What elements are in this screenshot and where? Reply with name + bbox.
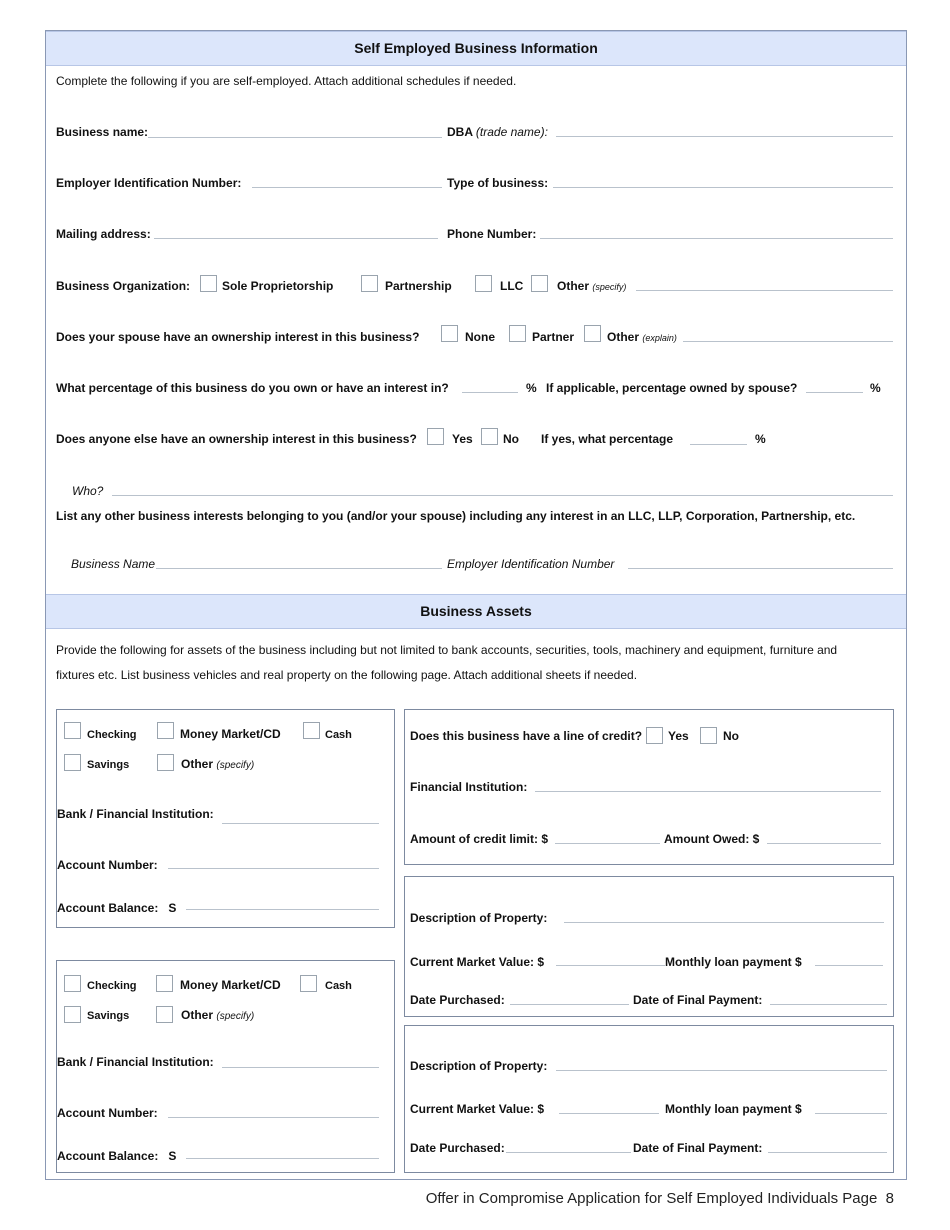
spouse-partner-label: Partner bbox=[532, 330, 575, 344]
other-ein-label: Employer Identification Number bbox=[447, 557, 615, 571]
spouse-other-checkbox[interactable] bbox=[584, 325, 601, 342]
account-number-label: Account Number: bbox=[57, 858, 158, 872]
phone-number-label: Phone Number: bbox=[447, 227, 537, 241]
credit-institution-label: Financial Institution: bbox=[410, 780, 528, 794]
llc-checkbox[interactable] bbox=[475, 275, 492, 292]
intro-text: Complete the following if you are self-employed. Attach additional schedules if needed. bbox=[56, 74, 517, 88]
business-name-label: Business name: bbox=[56, 125, 149, 139]
bank-institution-label: Bank / Financial Institution: bbox=[57, 1055, 214, 1069]
other-business-name-field[interactable] bbox=[156, 568, 442, 569]
credit-yes-checkbox[interactable] bbox=[646, 727, 663, 744]
credit-institution-field[interactable] bbox=[535, 791, 881, 792]
dba-field[interactable] bbox=[556, 136, 893, 137]
property-description-field[interactable] bbox=[556, 1070, 887, 1071]
footer-title: Offer in Compromise Application for Self Employed Individuals Page bbox=[425, 1190, 878, 1207]
ownership-percentage-question: What percentage of this business do you own or have an interest in? bbox=[56, 381, 449, 395]
bank-institution-field[interactable] bbox=[222, 823, 379, 824]
spouse-percentage-question: If applicable, percentage owned by spouse? bbox=[546, 381, 798, 395]
checking-label: Checking bbox=[87, 980, 137, 992]
other-owner-percentage-question: If yes, what percentage bbox=[541, 432, 674, 446]
page-number: 8 bbox=[885, 1190, 894, 1207]
llc-label: LLC bbox=[500, 279, 524, 293]
page-footer bbox=[426, 1190, 894, 1207]
spouse-none-checkbox[interactable] bbox=[441, 325, 458, 342]
spouse-other-field[interactable] bbox=[683, 341, 893, 342]
checking-checkbox[interactable] bbox=[64, 722, 81, 739]
market-value-label: Current Market Value: $ bbox=[410, 955, 545, 969]
partnership-checkbox[interactable] bbox=[361, 275, 378, 292]
business-org-label: Business Organization: bbox=[56, 279, 191, 293]
date-purchased-label: Date Purchased: bbox=[410, 993, 505, 1007]
other-owner-percentage-field[interactable] bbox=[690, 444, 747, 445]
other-owner-yes-label: Yes bbox=[452, 432, 473, 446]
other-business-name-label: Business Name bbox=[71, 557, 156, 571]
money-market-checkbox[interactable] bbox=[156, 975, 173, 992]
date-purchased-field[interactable] bbox=[506, 1152, 631, 1153]
percent-sign: % bbox=[755, 432, 766, 446]
line-of-credit-question: Does this business have a line of credit? bbox=[410, 729, 643, 743]
ein-field[interactable] bbox=[252, 187, 442, 188]
checking-checkbox[interactable] bbox=[64, 975, 81, 992]
bank-other-label: Other (specify) bbox=[181, 757, 255, 771]
section-title: Self Employed Business Information bbox=[354, 40, 598, 56]
monthly-payment-label: Monthly loan payment $ bbox=[665, 955, 802, 969]
final-payment-field[interactable] bbox=[770, 1004, 887, 1005]
cash-label: Cash bbox=[325, 980, 352, 992]
account-balance-label: Account Balance: S bbox=[57, 1149, 177, 1163]
market-value-field[interactable] bbox=[556, 965, 665, 966]
cash-label: Cash bbox=[325, 729, 352, 741]
final-payment-label: Date of Final Payment: bbox=[633, 1141, 763, 1155]
savings-label: Savings bbox=[87, 759, 130, 771]
savings-checkbox[interactable] bbox=[64, 1006, 81, 1023]
dba-label: DBA (trade name): bbox=[447, 125, 548, 139]
savings-checkbox[interactable] bbox=[64, 754, 81, 771]
business-type-label: Type of business: bbox=[447, 176, 549, 190]
bank-other-checkbox[interactable] bbox=[157, 754, 174, 771]
credit-yes-label: Yes bbox=[668, 729, 689, 743]
business-type-field[interactable] bbox=[553, 187, 893, 188]
checking-label: Checking bbox=[87, 729, 137, 741]
partnership-label: Partnership bbox=[385, 279, 452, 293]
property-description-label: Description of Property: bbox=[410, 911, 548, 925]
other-owner-yes-checkbox[interactable] bbox=[427, 428, 444, 445]
credit-no-checkbox[interactable] bbox=[700, 727, 717, 744]
business-name-field[interactable] bbox=[148, 137, 442, 138]
final-payment-field[interactable] bbox=[768, 1152, 887, 1153]
bank-other-checkbox[interactable] bbox=[156, 1006, 173, 1023]
spouse-other-label: Other (explain) bbox=[607, 330, 677, 344]
other-ein-field[interactable] bbox=[628, 568, 893, 569]
credit-no-label: No bbox=[723, 729, 739, 743]
bank-institution-field[interactable] bbox=[222, 1067, 379, 1068]
percent-sign: % bbox=[526, 381, 537, 395]
account-number-label: Account Number: bbox=[57, 1106, 158, 1120]
money-market-label: Money Market/CD bbox=[180, 727, 281, 741]
account-balance-field[interactable] bbox=[186, 909, 379, 910]
monthly-payment-label: Monthly loan payment $ bbox=[665, 1102, 802, 1116]
spouse-partner-checkbox[interactable] bbox=[509, 325, 526, 342]
property-description-field[interactable] bbox=[564, 922, 884, 923]
money-market-label: Money Market/CD bbox=[180, 978, 281, 992]
cash-checkbox[interactable] bbox=[303, 722, 320, 739]
who-label: Who? bbox=[72, 484, 104, 498]
monthly-payment-field[interactable] bbox=[815, 1113, 887, 1114]
monthly-payment-field[interactable] bbox=[815, 965, 883, 966]
property-description-label: Description of Property: bbox=[410, 1059, 548, 1073]
org-other-field[interactable] bbox=[636, 290, 893, 291]
section-header-business-assets bbox=[46, 594, 906, 629]
percent-sign: % bbox=[870, 381, 881, 395]
other-owner-no-checkbox[interactable] bbox=[481, 428, 498, 445]
final-payment-label: Date of Final Payment: bbox=[633, 993, 763, 1007]
ownership-percentage-field[interactable] bbox=[462, 392, 518, 393]
account-number-field[interactable] bbox=[168, 868, 379, 869]
account-balance-field[interactable] bbox=[186, 1158, 379, 1159]
who-field[interactable] bbox=[112, 495, 893, 496]
amount-owed-label: Amount Owed: $ bbox=[664, 832, 760, 846]
sole-proprietorship-checkbox[interactable] bbox=[200, 275, 217, 292]
spouse-ownership-question: Does your spouse have an ownership interest in this business? bbox=[56, 330, 420, 344]
account-balance-label: Account Balance: S bbox=[57, 901, 177, 915]
date-purchased-field[interactable] bbox=[510, 1004, 629, 1005]
section-title: Business Assets bbox=[420, 603, 532, 619]
org-other-label: Other (specify) bbox=[557, 279, 627, 293]
other-owner-no-label: No bbox=[503, 432, 519, 446]
account-number-field[interactable] bbox=[168, 1117, 379, 1118]
sole-proprietorship-label: Sole Proprietorship bbox=[222, 279, 334, 293]
mailing-address-label: Mailing address: bbox=[56, 227, 151, 241]
ein-label: Employer Identification Number: bbox=[56, 176, 242, 190]
bank-institution-label: Bank / Financial Institution: bbox=[57, 807, 214, 821]
other-business-interests-text: List any other business interests belonging to you (and/or your spouse) including any interest in an LLC, LLP, Corporation, Partnership, etc. bbox=[56, 509, 856, 523]
credit-limit-label: Amount of credit limit: $ bbox=[410, 832, 548, 846]
spouse-none-label: None bbox=[465, 330, 495, 344]
savings-label: Savings bbox=[87, 1010, 130, 1022]
mailing-address-field[interactable] bbox=[154, 238, 438, 239]
money-market-checkbox[interactable] bbox=[157, 722, 174, 739]
assets-intro-line-1: Provide the following for assets of the business including but not limited to bank accounts, securities, tools, machinery and equipment, furniture and bbox=[56, 643, 838, 657]
other-owner-question: Does anyone else have an ownership interest in this business? bbox=[56, 432, 417, 446]
org-other-checkbox[interactable] bbox=[531, 275, 548, 292]
amount-owed-field[interactable] bbox=[767, 843, 881, 844]
spouse-percentage-field[interactable] bbox=[806, 392, 863, 393]
cash-checkbox[interactable] bbox=[300, 975, 317, 992]
market-value-label: Current Market Value: $ bbox=[410, 1102, 545, 1116]
phone-number-field[interactable] bbox=[540, 238, 893, 239]
credit-limit-field[interactable] bbox=[555, 843, 660, 844]
market-value-field[interactable] bbox=[559, 1113, 659, 1114]
bank-other-label: Other (specify) bbox=[181, 1008, 255, 1022]
section-header-business-info bbox=[46, 31, 906, 66]
assets-intro-line-2: fixtures etc. List business vehicles and real property on the following page. Attach additional sheets if needed. bbox=[56, 668, 638, 682]
date-purchased-label: Date Purchased: bbox=[410, 1141, 505, 1155]
